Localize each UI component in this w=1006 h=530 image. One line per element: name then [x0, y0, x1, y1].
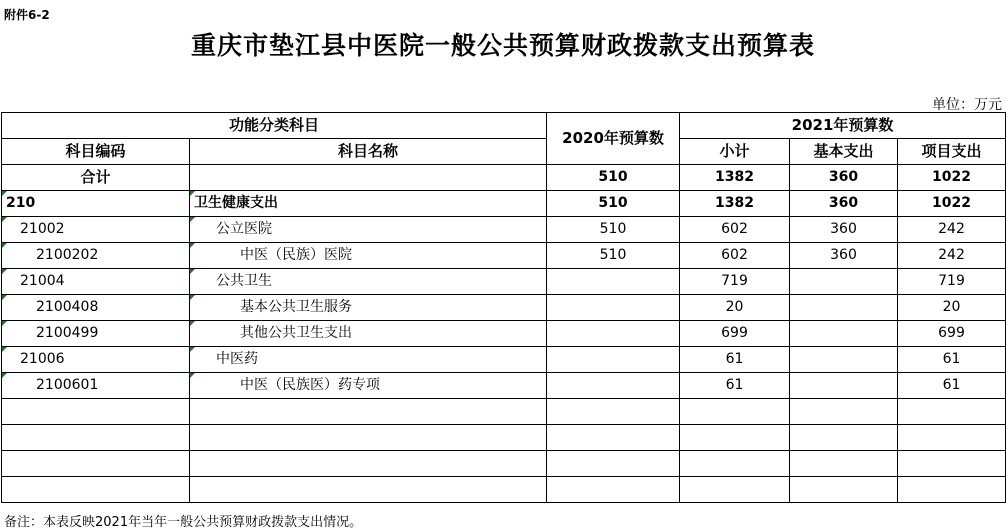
empty-cell: [2, 399, 190, 425]
row-2020: [547, 295, 680, 321]
table-row: [2, 191, 1006, 217]
row-project: 242: [898, 217, 1006, 243]
row-2020: 510: [547, 217, 680, 243]
header-basic: 基本支出: [790, 139, 898, 165]
total-2020: 510: [547, 165, 680, 191]
row-subtotal: 699: [680, 321, 790, 347]
row-project: 61: [898, 347, 1006, 373]
row-basic: 360: [790, 243, 898, 269]
row-name: 中医（民族）医院: [190, 243, 547, 269]
row-basic: [790, 295, 898, 321]
empty-cell: [2, 451, 190, 477]
table-row: [2, 217, 1006, 243]
row-name: 公立医院: [190, 217, 547, 243]
total-row: [2, 165, 1006, 191]
table-row: [2, 347, 1006, 373]
empty-cell: [790, 425, 898, 451]
table-row: [2, 243, 1006, 269]
row-code: 2100601: [2, 373, 190, 399]
total-subtotal: 1382: [680, 165, 790, 191]
empty-cell: [898, 399, 1006, 425]
table-row: [2, 373, 1006, 399]
row-subtotal: 20: [680, 295, 790, 321]
row-project: 20: [898, 295, 1006, 321]
empty-cell: [898, 425, 1006, 451]
row-2020: [547, 347, 680, 373]
row-2020: [547, 269, 680, 295]
row-2020: [547, 321, 680, 347]
header-row-1: [2, 113, 1006, 139]
row-2020: 510: [547, 191, 680, 217]
empty-cell: [190, 425, 547, 451]
row-basic: 360: [790, 217, 898, 243]
total-project: 1022: [898, 165, 1006, 191]
empty-cell: [2, 425, 190, 451]
row-name: 其他公共卫生支出: [190, 321, 547, 347]
empty-cell: [680, 477, 790, 503]
header-code: 科目编码: [2, 139, 190, 165]
total-label: 合计: [2, 165, 190, 191]
header-budget-2020: 2020年预算数: [547, 113, 680, 165]
header-subtotal: 小计: [680, 139, 790, 165]
table-row: [2, 321, 1006, 347]
row-code: 21004: [2, 269, 190, 295]
row-basic: 360: [790, 191, 898, 217]
attachment-label: 附件6-2: [4, 8, 50, 22]
footnote: 备注：本表反映2021年当年一般公共预算财政拨款支出情况。: [4, 515, 363, 530]
table-row: [2, 295, 1006, 321]
empty-cell: [898, 477, 1006, 503]
empty-cell: [790, 399, 898, 425]
row-name: 中医（民族医）药专项: [190, 373, 547, 399]
row-basic: [790, 347, 898, 373]
empty-cell: [190, 451, 547, 477]
empty-cell: [898, 451, 1006, 477]
row-2020: 510: [547, 243, 680, 269]
row-project: 699: [898, 321, 1006, 347]
empty-cell: [547, 451, 680, 477]
row-code: 210: [2, 191, 190, 217]
header-project: 项目支出: [898, 139, 1006, 165]
row-basic: [790, 373, 898, 399]
row-code: 21002: [2, 217, 190, 243]
empty-cell: [547, 399, 680, 425]
table-row: [2, 269, 1006, 295]
row-code: 2100408: [2, 295, 190, 321]
row-subtotal: 602: [680, 243, 790, 269]
row-project: 719: [898, 269, 1006, 295]
row-name: 卫生健康支出: [190, 191, 547, 217]
row-subtotal: 1382: [680, 191, 790, 217]
row-subtotal: 61: [680, 347, 790, 373]
row-2020: [547, 373, 680, 399]
row-name: 基本公共卫生服务: [190, 295, 547, 321]
empty-cell: [190, 399, 547, 425]
row-basic: [790, 321, 898, 347]
empty-cell: [680, 425, 790, 451]
empty-cell: [680, 399, 790, 425]
empty-cell: [790, 477, 898, 503]
empty-row: [2, 399, 1006, 425]
row-project: 242: [898, 243, 1006, 269]
header-name: 科目名称: [190, 139, 547, 165]
row-name: 公共卫生: [190, 269, 547, 295]
empty-cell: [547, 425, 680, 451]
header-functional-category: 功能分类科目: [2, 113, 547, 139]
empty-row: [2, 477, 1006, 503]
unit-label: 单位：万元: [932, 97, 1002, 113]
empty-cell: [790, 451, 898, 477]
header-row-2: [2, 139, 1006, 165]
row-subtotal: 602: [680, 217, 790, 243]
row-subtotal: 61: [680, 373, 790, 399]
row-code: 21006: [2, 347, 190, 373]
empty-row: [2, 451, 1006, 477]
row-basic: [790, 269, 898, 295]
empty-cell: [190, 477, 547, 503]
empty-cell: [2, 477, 190, 503]
budget-table: [1, 112, 1006, 503]
empty-cell: [680, 451, 790, 477]
empty-row: [2, 425, 1006, 451]
row-name: 中医药: [190, 347, 547, 373]
header-budget-2021: 2021年预算数: [680, 113, 1006, 139]
row-project: 1022: [898, 191, 1006, 217]
row-project: 61: [898, 373, 1006, 399]
row-code: 2100202: [2, 243, 190, 269]
row-code: 2100499: [2, 321, 190, 347]
page-title: 重庆市垫江县中医院一般公共预算财政拨款支出预算表: [190, 31, 815, 60]
total-name: [190, 165, 547, 191]
row-subtotal: 719: [680, 269, 790, 295]
total-basic: 360: [790, 165, 898, 191]
empty-cell: [547, 477, 680, 503]
